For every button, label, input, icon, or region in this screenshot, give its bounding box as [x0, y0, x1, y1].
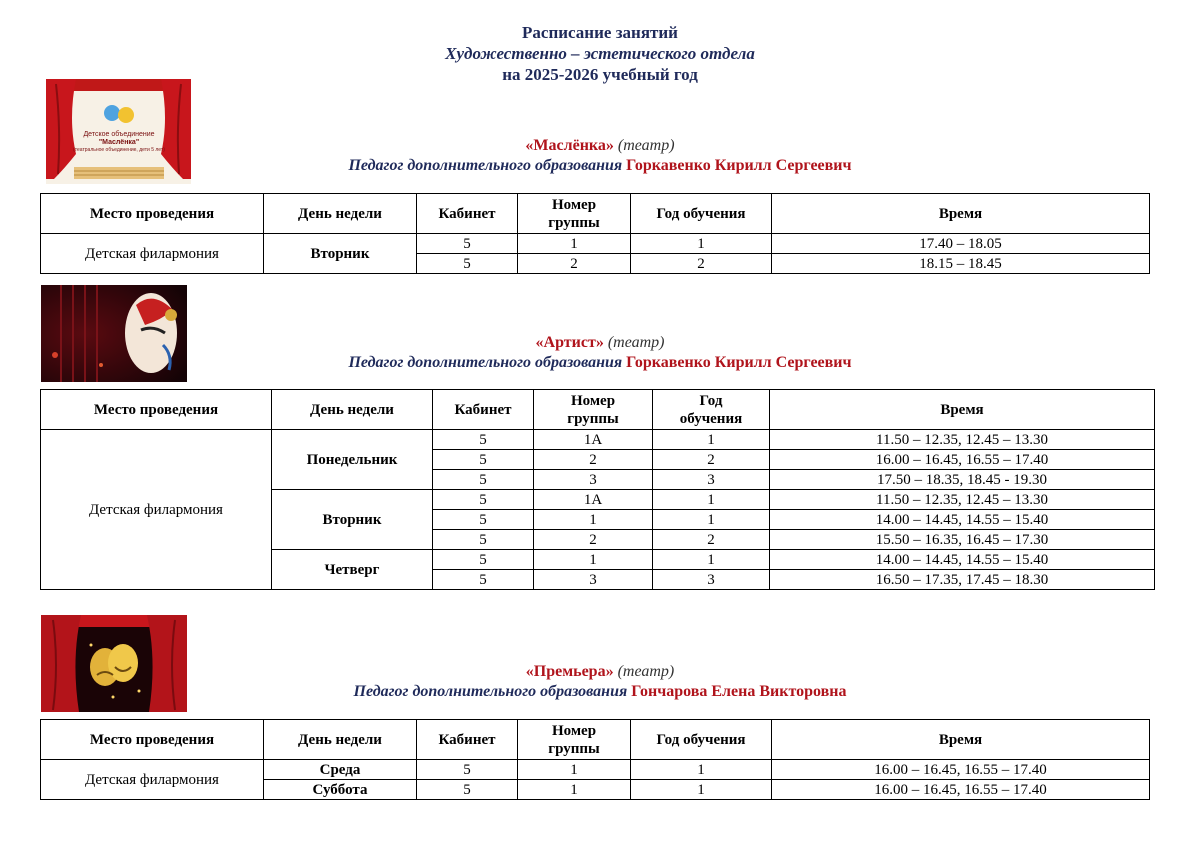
s2-name: «Артист» — [535, 334, 604, 351]
col-year: Год обучения — [631, 194, 772, 234]
s2-heading — [0, 333, 1200, 373]
col-time: Время — [772, 720, 1150, 760]
s1-kind: (театр) — [617, 137, 675, 154]
cell-time: 18.15 – 18.45 — [772, 254, 1150, 274]
cell-room: 5 — [433, 530, 534, 550]
cell-day: Среда — [264, 760, 417, 780]
col-room: Кабинет — [417, 194, 518, 234]
cell-room: 5 — [433, 470, 534, 490]
col-group: Номер группы — [518, 720, 631, 760]
cell-day: Суббота — [264, 780, 417, 800]
col-group: Номер группы — [534, 390, 653, 430]
cell-time: 16.00 – 16.45, 16.55 – 17.40 — [772, 760, 1150, 780]
title-line-3: на 2025-2026 учебный год — [502, 65, 698, 84]
title-line-1: Расписание занятий — [522, 23, 678, 42]
cell-room: 5 — [433, 570, 534, 590]
s1-heading — [0, 136, 1200, 176]
cell-room: 5 — [433, 550, 534, 570]
s3-teacher: Гончарова Елена Викторовна — [631, 683, 847, 700]
cell-time: 16.00 – 16.45, 16.55 – 17.40 — [772, 780, 1150, 800]
cell-year: 1 — [653, 510, 770, 530]
cell-year: 1 — [631, 760, 772, 780]
col-time: Время — [770, 390, 1155, 430]
col-room: Кабинет — [417, 720, 518, 760]
s1-teacher-prefix: Педагог дополнительного образования — [348, 157, 623, 174]
table-row — [41, 430, 1155, 450]
cell-time: 16.50 – 17.35, 17.45 – 18.30 — [770, 570, 1155, 590]
col-group: Номер группы — [518, 194, 631, 234]
cell-room: 5 — [433, 510, 534, 530]
col-place: Место проведения — [41, 194, 264, 234]
cell-group: 3 — [534, 470, 653, 490]
cell-year: 1 — [631, 234, 772, 254]
cell-year: 1 — [653, 550, 770, 570]
s2-teacher-prefix: Педагог дополнительного образования — [348, 354, 623, 371]
cell-group: 2 — [518, 254, 631, 274]
table-row — [41, 234, 1150, 254]
s2-day-tuesday: Вторник — [272, 490, 433, 550]
cell-year: 1 — [653, 490, 770, 510]
cell-time: 17.50 – 18.35, 18.45 - 19.30 — [770, 470, 1155, 490]
s3-kind: (театр) — [617, 663, 675, 680]
cell-group: 1 — [518, 234, 631, 254]
table-row — [41, 760, 1150, 780]
s1-teacher: Горкавенко Кирилл Сергеевич — [626, 157, 852, 174]
cell-year: 2 — [653, 530, 770, 550]
col-time: Время — [772, 194, 1150, 234]
cell-group: 1А — [534, 430, 653, 450]
col-year: Год обучения — [631, 720, 772, 760]
cell-time: 11.50 – 12.35, 12.45 – 13.30 — [770, 490, 1155, 510]
col-place: Место проведения — [41, 720, 264, 760]
cell-room: 5 — [433, 490, 534, 510]
cell-year: 1 — [631, 780, 772, 800]
cell-group: 2 — [534, 530, 653, 550]
s3-name: «Премьера» — [525, 663, 614, 680]
col-room: Кабинет — [433, 390, 534, 430]
cell-group: 1А — [534, 490, 653, 510]
col-day: День недели — [264, 194, 417, 234]
logo-text-1: Детское объединение — [83, 131, 155, 138]
cell-room: 5 — [433, 450, 534, 470]
s1-day: Вторник — [264, 234, 417, 274]
logo-text-3: (театральное объединение, дети 5 лет) — [73, 147, 165, 153]
cell-room: 5 — [417, 760, 518, 780]
cell-room: 5 — [417, 234, 518, 254]
title-line-2: Художественно – эстетического отдела — [445, 44, 755, 63]
s2-kind: (театр) — [607, 334, 665, 351]
cell-group: 2 — [534, 450, 653, 470]
s1-place: Детская филармония — [41, 234, 264, 274]
cell-group: 1 — [534, 550, 653, 570]
cell-group: 3 — [534, 570, 653, 590]
cell-time: 14.00 – 14.45, 14.55 – 15.40 — [770, 510, 1155, 530]
cell-year: 2 — [653, 450, 770, 470]
cell-group: 1 — [518, 760, 631, 780]
s3-schedule-table — [40, 719, 1150, 800]
cell-group: 1 — [534, 510, 653, 530]
s2-schedule-table — [40, 389, 1155, 590]
cell-time: 16.00 – 16.45, 16.55 – 17.40 — [770, 450, 1155, 470]
col-year: Год обучения — [653, 390, 770, 430]
cell-room: 5 — [433, 430, 534, 450]
s3-heading — [0, 662, 1200, 702]
cell-year: 1 — [653, 430, 770, 450]
page-title — [0, 22, 1200, 85]
cell-room: 5 — [417, 254, 518, 274]
cell-year: 3 — [653, 470, 770, 490]
cell-year: 2 — [631, 254, 772, 274]
s1-schedule-table — [40, 193, 1150, 274]
s3-place: Детская филармония — [41, 760, 264, 800]
s2-teacher: Горкавенко Кирилл Сергеевич — [626, 354, 852, 371]
s2-place: Детская филармония — [41, 430, 272, 590]
col-place: Место проведения — [41, 390, 272, 430]
cell-time: 11.50 – 12.35, 12.45 – 13.30 — [770, 430, 1155, 450]
s3-teacher-prefix: Педагог дополнительного образования — [353, 683, 628, 700]
col-day: День недели — [272, 390, 433, 430]
cell-time: 15.50 – 16.35, 16.45 – 17.30 — [770, 530, 1155, 550]
cell-room: 5 — [417, 780, 518, 800]
logo-text-2: "Маслёнка" — [98, 139, 140, 146]
col-day: День недели — [264, 720, 417, 760]
cell-time: 17.40 – 18.05 — [772, 234, 1150, 254]
s2-day-monday: Понедельник — [272, 430, 433, 490]
cell-time: 14.00 – 14.45, 14.55 – 15.40 — [770, 550, 1155, 570]
cell-group: 1 — [518, 780, 631, 800]
s1-name: «Маслёнка» — [525, 137, 614, 154]
s2-day-thursday: Четверг — [272, 550, 433, 590]
cell-year: 3 — [653, 570, 770, 590]
